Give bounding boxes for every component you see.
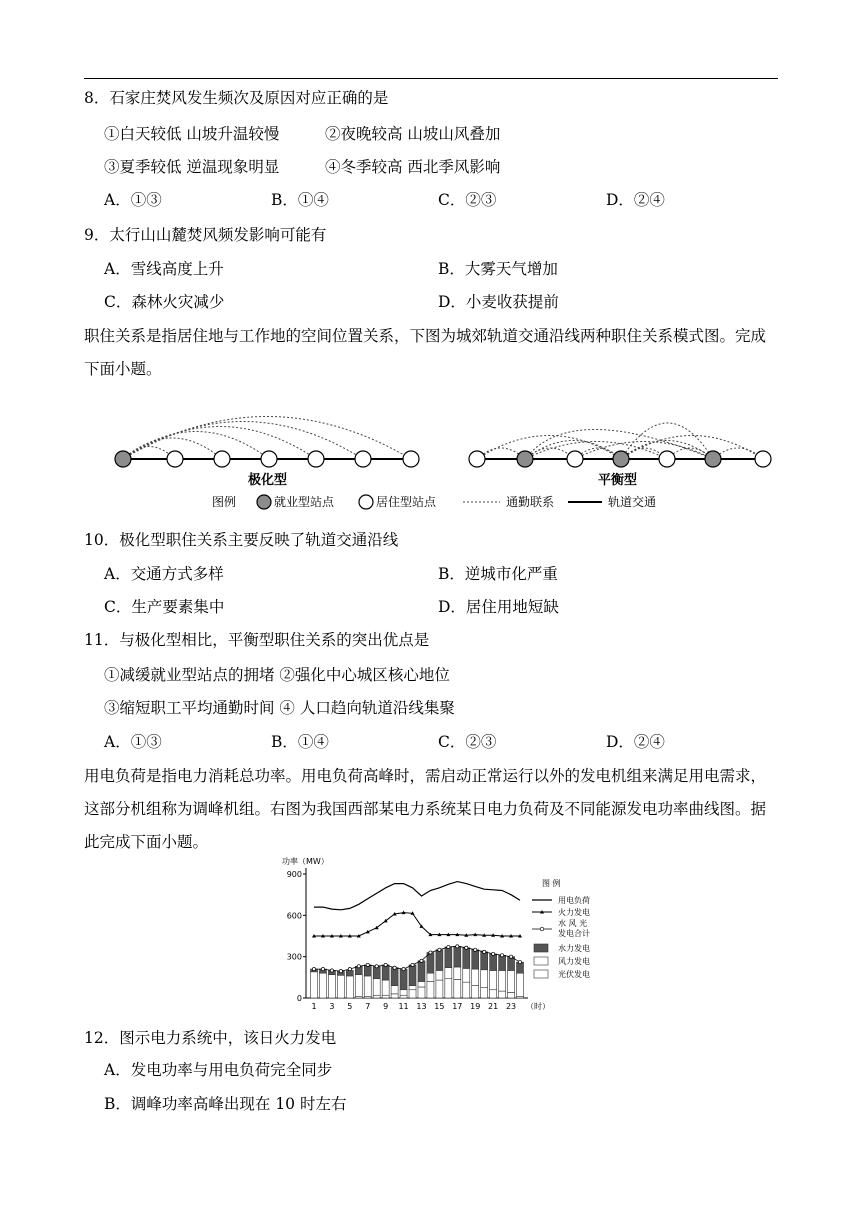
- wind-bar: [472, 969, 479, 986]
- renewable-total-point: [500, 954, 503, 957]
- q10-option-c[interactable]: C．生产要素集中: [104, 598, 225, 616]
- hydro-bar: [463, 948, 470, 969]
- x-tick-label: 5: [347, 1002, 353, 1011]
- work-station: [115, 451, 131, 467]
- renewable-total-point: [509, 955, 512, 958]
- renewable-total-point: [330, 969, 333, 972]
- q8-option-d[interactable]: D．②④: [606, 191, 665, 209]
- wind-bar: [346, 976, 353, 998]
- renewable-total-point: [393, 966, 396, 969]
- wind-bar: [382, 980, 389, 995]
- solar-bar: [436, 980, 443, 998]
- q9-option-d[interactable]: D．小麦收获提前: [438, 293, 559, 311]
- intro-2-line-3: 此完成下面小题。: [84, 833, 209, 851]
- home-station: [403, 451, 419, 467]
- solar-bar: [472, 986, 479, 998]
- solar-bar: [481, 988, 488, 998]
- solar-bar: [373, 995, 380, 998]
- work-station: [613, 451, 629, 467]
- x-unit-label: （时）: [526, 1002, 550, 1011]
- home-station: [755, 451, 771, 467]
- intro-2-line-1: 用电负荷是指电力消耗总功率。用电负荷高峰时，需启动正常运行以外的发电机组来满足用电需求，: [84, 767, 767, 785]
- y-axis-label: 功率（MW）: [282, 857, 329, 866]
- legend-rail: 轨道交通: [608, 495, 657, 509]
- renewable-total-point: [420, 959, 423, 962]
- home-station: [167, 451, 183, 467]
- x-tick-label: 7: [365, 1002, 371, 1011]
- renewable-total-point: [366, 963, 369, 966]
- solar-bar: [490, 990, 497, 998]
- q12-option-a[interactable]: A．发电功率与用电负荷完全同步: [104, 1061, 333, 1079]
- y-tick-label: 600: [286, 911, 302, 921]
- solar-bar: [508, 992, 515, 998]
- solar-bar: [463, 982, 470, 998]
- question-8-stem: 8．石家庄焚风发生频次及原因对应正确的是: [84, 89, 389, 107]
- renewable-total-point: [357, 965, 360, 968]
- question-11-stem: 11．与极化型相比，平衡型职住关系的突出优点是: [84, 631, 430, 649]
- legend-load: 用电负荷: [558, 896, 590, 905]
- q11-items-line-2: ③缩短职工平均通勤时间 ④ 人口趋向轨道沿线集聚: [104, 699, 455, 717]
- solar-bar: [391, 994, 398, 998]
- q11-option-d[interactable]: D．②④: [606, 733, 665, 751]
- intro-1-line-2: 下面小题。: [84, 360, 162, 378]
- q11-option-c[interactable]: C．②③: [438, 733, 497, 751]
- renewable-total-point: [402, 967, 405, 970]
- intro-2-line-2: 这部分机组称为调峰机组。右图为我国西部某电力系统某日电力负荷及不同能源发电功率曲线图。据: [84, 800, 767, 818]
- q9-option-c[interactable]: C．森林火灾减少: [104, 293, 225, 311]
- hydro-bar: [346, 970, 353, 976]
- renewable-total-point: [474, 948, 477, 951]
- legend-work: 就业型站点: [274, 495, 335, 509]
- home-station: [261, 451, 277, 467]
- wind-bar: [311, 972, 318, 998]
- renewable-total-point: [465, 946, 468, 949]
- q8-option-b[interactable]: B．①④: [271, 191, 329, 209]
- home-station: [567, 451, 583, 467]
- work-station: [517, 451, 533, 467]
- wind-bar: [454, 967, 461, 979]
- wind-bar: [373, 979, 380, 996]
- question-10-stem: 10．极化型职住关系主要反映了轨道交通沿线: [84, 531, 399, 549]
- legend-wind-swatch: [534, 957, 548, 965]
- q8-option-c[interactable]: C．②③: [438, 191, 497, 209]
- hydro-bar: [481, 952, 488, 970]
- y-tick-label: 0: [296, 994, 302, 1003]
- hydro-bar: [400, 969, 407, 990]
- x-tick-label: 13: [416, 1002, 427, 1011]
- hydro-bar: [454, 946, 461, 967]
- q8-item-3: ③夏季较低 逆温现象明显: [104, 158, 280, 176]
- x-tick-label: 1: [311, 1002, 317, 1011]
- q8-option-a[interactable]: A．①③: [104, 191, 162, 209]
- x-tick-label: 19: [470, 1002, 481, 1011]
- x-tick-label: 21: [488, 1002, 499, 1011]
- x-tick-label: 15: [434, 1002, 445, 1011]
- x-tick-label: 17: [452, 1002, 463, 1011]
- hydro-bar: [472, 950, 479, 969]
- thermal-line: [314, 913, 520, 936]
- solar-bar: [418, 987, 425, 998]
- renewable-total-point: [384, 963, 387, 966]
- hydro-bar: [499, 955, 506, 970]
- intro-1-line-1: 职住关系是指居住地与工作地的空间位置关系，下图为城郊轨道交通沿线两种职住关系模式图。完成: [84, 327, 767, 345]
- renewable-total-point: [492, 952, 495, 955]
- q9-option-b[interactable]: B．大雾天气增加: [438, 260, 558, 278]
- q10-option-d[interactable]: D．居住用地短缺: [438, 598, 559, 616]
- home-station: [659, 451, 675, 467]
- q11-option-b[interactable]: B．①④: [271, 733, 329, 751]
- legend-commute: 通勤联系: [506, 495, 555, 509]
- commute-model-figure: [108, 392, 788, 514]
- renewable-total-point: [321, 967, 324, 970]
- hydro-bar: [490, 954, 497, 971]
- wind-bar: [337, 975, 344, 998]
- q8-item-4: ④冬季较高 西北季风影响: [325, 158, 501, 176]
- hydro-bar: [418, 961, 425, 982]
- renewable-total-point: [312, 967, 315, 970]
- home-station: [469, 451, 485, 467]
- renewable-total-point: [411, 963, 414, 966]
- wind-bar: [445, 968, 452, 979]
- legend-hydro: 水力发电: [558, 944, 590, 953]
- q10-option-b[interactable]: B．逆城市化严重: [438, 565, 558, 583]
- question-9-stem: 9．太行山山麓焚风频发影响可能有: [84, 226, 327, 244]
- home-station: [308, 451, 324, 467]
- question-12-stem: 12．图示电力系统中，该日火力发电: [84, 1029, 337, 1047]
- solar-bar: [427, 981, 434, 998]
- legend-thermal: 火力发电: [558, 908, 590, 917]
- wind-bar: [436, 970, 443, 980]
- hydro-bar: [427, 953, 434, 974]
- wind-bar: [319, 973, 326, 998]
- renewable-total-line: [314, 946, 520, 971]
- renewable-total-point: [348, 967, 351, 970]
- work-station: [705, 451, 721, 467]
- legend-hydro-swatch: [534, 944, 548, 952]
- renewable-total-point: [339, 970, 342, 973]
- y-tick-label: 300: [286, 952, 302, 962]
- q11-items-line-1: ①减缓就业型站点的拥堵 ②强化中心城区核心地位: [104, 666, 450, 684]
- hydro-bar: [508, 957, 515, 971]
- renewable-total-point: [375, 965, 378, 968]
- legend-title: 图 例: [542, 879, 561, 888]
- wind-bar: [391, 986, 398, 994]
- legend-solar: 光伏发电: [558, 970, 590, 979]
- x-tick-label: 11: [398, 1002, 409, 1011]
- x-tick-label: 23: [505, 1002, 517, 1011]
- solar-bar: [454, 979, 461, 998]
- hydro-bar: [445, 947, 452, 968]
- solar-bar: [400, 995, 407, 998]
- home-station: [214, 451, 230, 467]
- wind-bar: [508, 970, 515, 992]
- q10-option-a[interactable]: A．交通方式多样: [104, 565, 224, 583]
- wind-bar: [409, 986, 416, 990]
- q9-option-a[interactable]: A．雪线高度上升: [104, 260, 224, 278]
- wind-bar: [481, 970, 488, 988]
- wind-bar: [355, 975, 362, 997]
- legend-title: 图例: [212, 495, 237, 509]
- renewable-total-point: [483, 950, 486, 953]
- x-tick-label: 9: [383, 1002, 389, 1011]
- renewable-total-point: [447, 945, 450, 948]
- q8-item-1: ①白天较低 山坡升温较慢: [104, 125, 280, 143]
- header-rule: [84, 78, 778, 79]
- y-tick-label: 900: [286, 870, 302, 879]
- legend-renewable-line-1: 水 风 光: [558, 919, 588, 928]
- wind-bar: [418, 981, 425, 987]
- solar-bar: [499, 991, 506, 998]
- wind-bar: [463, 968, 470, 982]
- hydro-bar: [382, 965, 389, 980]
- label-polarized: 极化型: [248, 473, 288, 488]
- label-balanced: 平衡型: [598, 473, 638, 488]
- hydro-bar: [409, 965, 416, 986]
- solar-bar: [445, 979, 452, 998]
- wind-bar: [517, 973, 524, 996]
- legend-renewable-marker: [540, 927, 544, 931]
- q11-option-a[interactable]: A．①③: [104, 733, 162, 751]
- hydro-bar: [436, 950, 443, 971]
- wind-bar: [364, 976, 371, 997]
- legend-renewable-line-2: 发电合计: [558, 929, 590, 938]
- home-station: [355, 451, 371, 467]
- wind-bar: [328, 975, 335, 998]
- q8-item-2: ②夜晚较高 山坡山风叠加: [325, 125, 501, 143]
- renewable-total-point: [438, 948, 441, 951]
- hydro-bar: [391, 968, 398, 986]
- q12-option-b[interactable]: B．调峰功率高峰出现在 10 时左右: [104, 1095, 347, 1113]
- wind-bar: [490, 970, 497, 989]
- wind-bar: [400, 990, 407, 996]
- legend-home: 居住型站点: [376, 495, 437, 509]
- renewable-total-point: [456, 945, 459, 948]
- wind-bar: [427, 973, 434, 981]
- power-chart: [280, 856, 616, 1016]
- solar-bar: [382, 995, 389, 998]
- x-tick-label: 3: [329, 1002, 335, 1011]
- renewable-total-point: [518, 961, 521, 964]
- wind-bar: [499, 970, 506, 991]
- legend-solar-swatch: [534, 970, 548, 978]
- load-line: [314, 882, 520, 910]
- solar-bar: [409, 990, 416, 998]
- renewable-total-point: [429, 951, 432, 954]
- legend-wind: 风力发电: [558, 957, 590, 966]
